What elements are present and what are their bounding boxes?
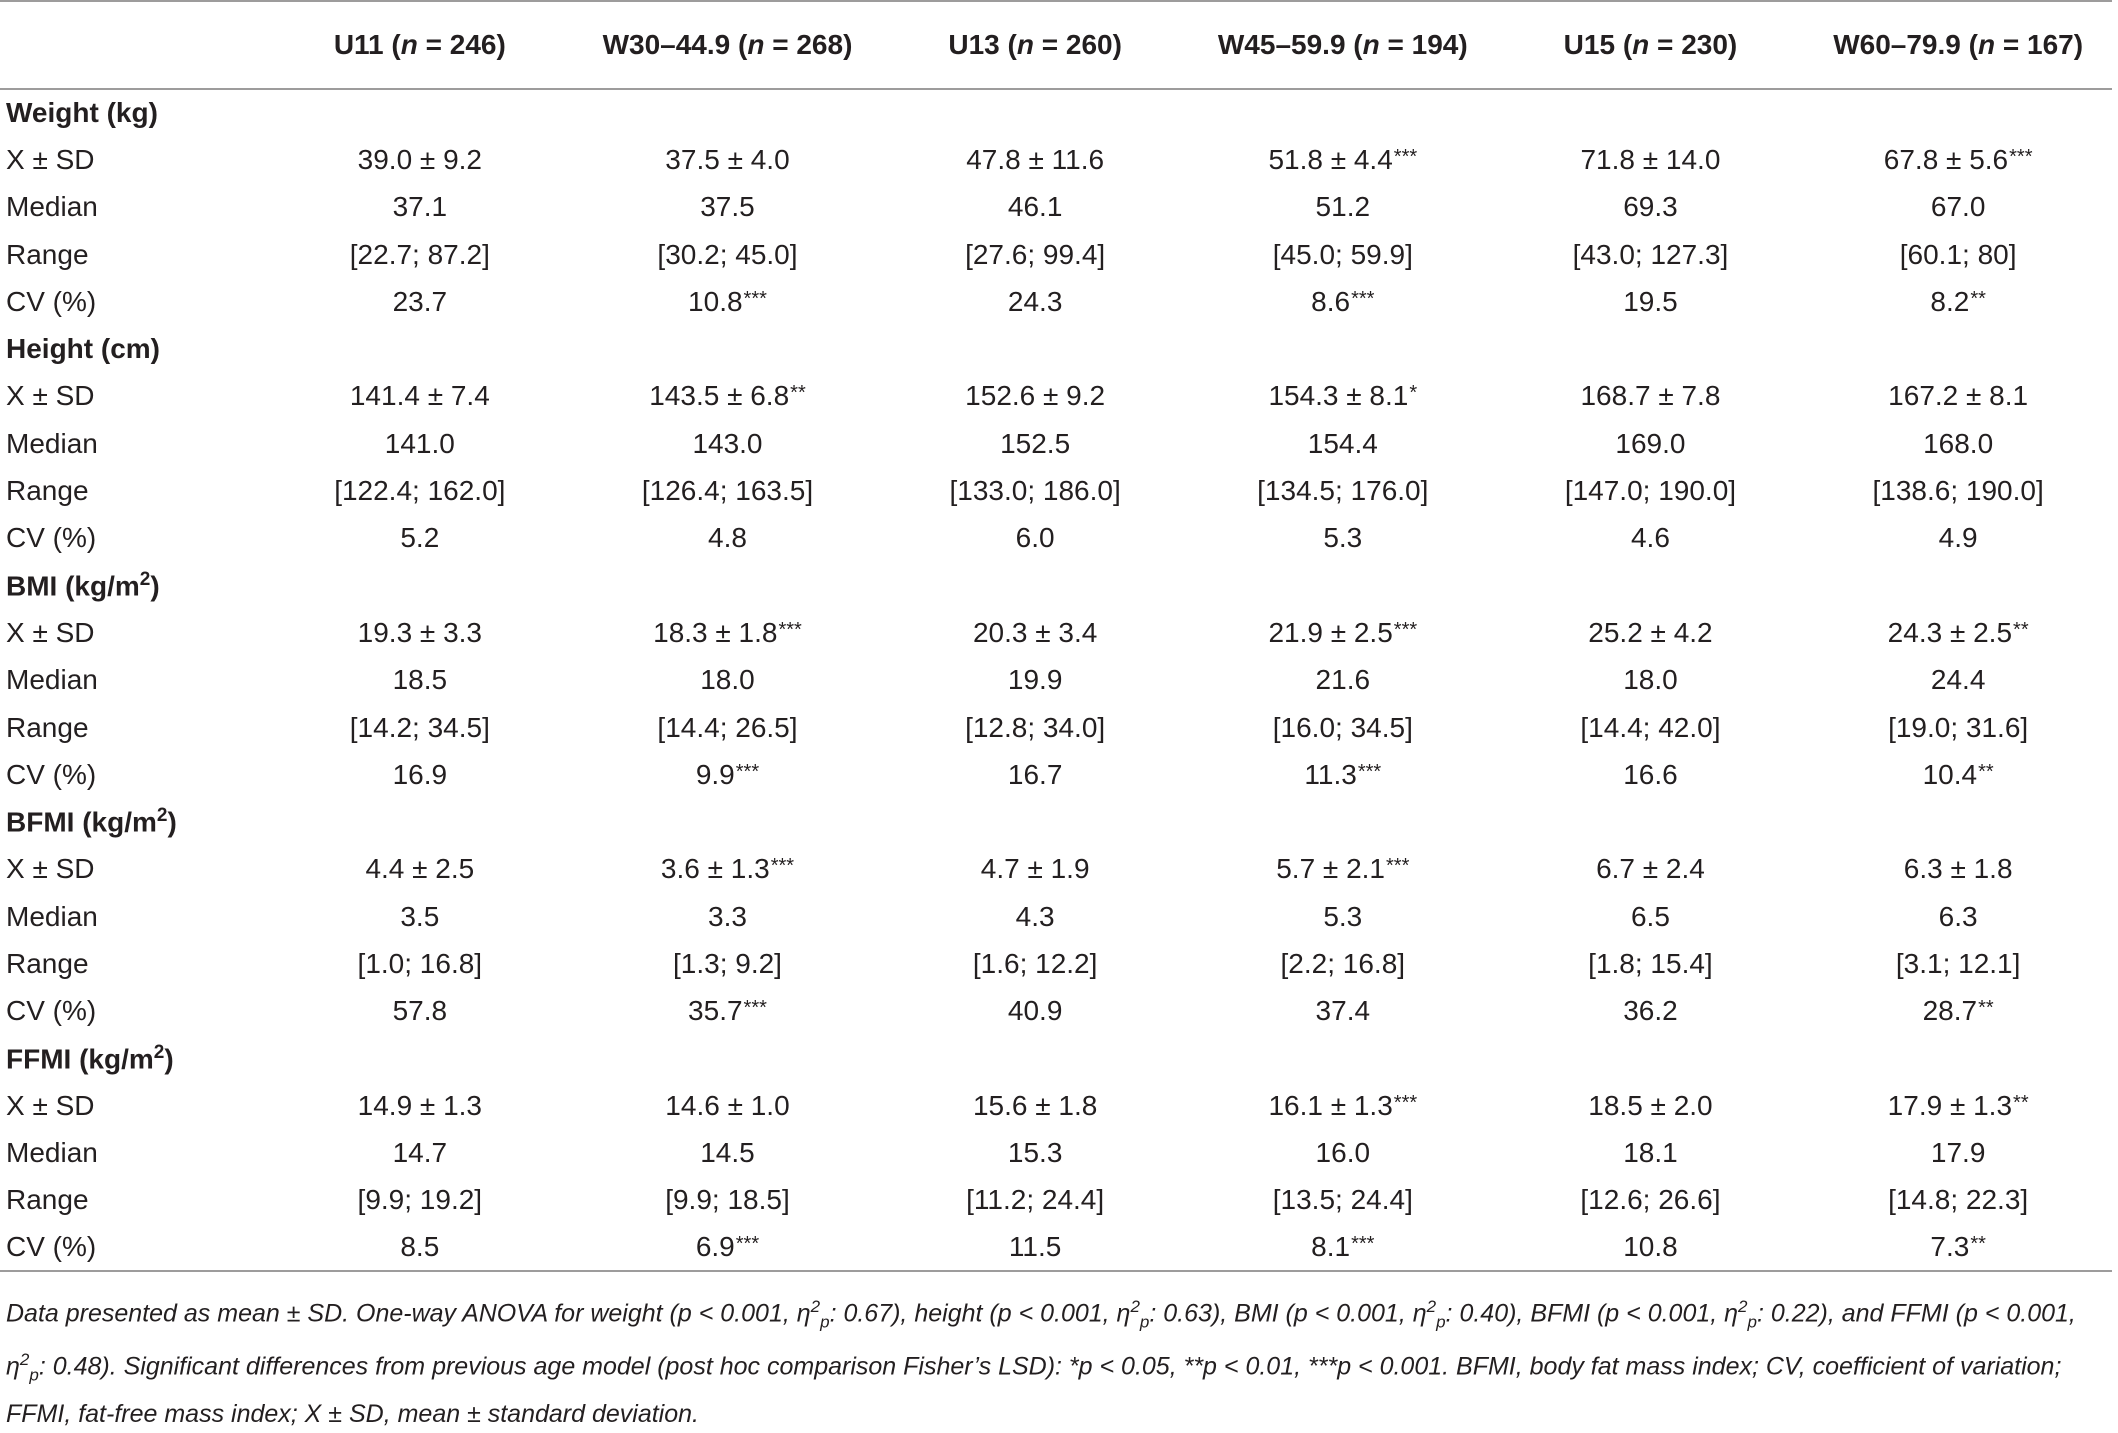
table-cell: [43.0; 127.3] (1572, 238, 1729, 270)
table-cell: [16.0; 34.5] (1272, 711, 1413, 743)
table-cell: 18.5 ± 2.0 (1588, 1089, 1713, 1121)
significance-marker: ** (1970, 1233, 1986, 1256)
section-title: BMI $(kg/m^2)$ (6, 568, 160, 602)
significance-marker: *** (1351, 287, 1375, 310)
table-cell: 17.9 (1930, 1137, 1986, 1169)
table-cell: 4.3 (1015, 900, 1055, 932)
table-cell: 168.0 (1923, 427, 1994, 459)
table-cell: 8.6*** (1311, 285, 1375, 317)
table-header-row (0, 1, 2112, 89)
table-cell: 6.3 ± 1.8 (1903, 853, 2013, 885)
significance-marker: ** (1978, 997, 1994, 1020)
row-label: X ± SD (6, 380, 95, 412)
table-cell: 51.2 (1315, 191, 1371, 223)
column-header: U15 (n = 230) (1497, 1, 1805, 89)
table-cell: [1.3; 9.2] (673, 947, 782, 979)
significance-marker: * (1409, 382, 1418, 405)
table-cell: 67.0 (1930, 191, 1986, 223)
table-row (0, 940, 2112, 987)
table-row (0, 184, 2112, 231)
table-cell: 19.3 ± 3.3 (357, 616, 482, 648)
table-cell: 35.7*** (688, 995, 767, 1027)
significance-marker: *** (743, 997, 767, 1020)
table-cell: [1.0; 16.8] (357, 947, 483, 979)
table-cell: 168.7 ± 7.8 (1580, 380, 1721, 412)
table-cell: [3.1; 12.1] (1895, 947, 2021, 979)
table-cell: 15.6 ± 1.8 (972, 1089, 1098, 1121)
row-label: CV (%) (6, 758, 97, 790)
table-cell: [147.0; 190.0] (1564, 475, 1737, 507)
table-cell: [45.0; 59.9] (1272, 238, 1413, 270)
section-title: Height (cm) (6, 333, 160, 365)
section-title: FFMI $(kg/m^2)$ (6, 1041, 174, 1075)
header-corner-cell (0, 1, 266, 89)
table-cell: 39.0 ± 9.2 (357, 143, 482, 175)
table-cell: 6.5 (1630, 900, 1670, 932)
table-cell: 3.5 (400, 900, 440, 932)
table-cell: 6.3 (1938, 900, 1978, 932)
significance-marker: ** (790, 382, 806, 405)
table-cell: [1.8; 15.4] (1588, 947, 1713, 979)
table-cell: 143.0 (692, 427, 763, 459)
table-cell: 8.5 (266, 1224, 574, 1271)
table-cell: [19.0; 31.6] (1888, 711, 2029, 743)
table-row (0, 373, 2112, 420)
table-row (0, 231, 2112, 278)
significance-marker: ** (1970, 287, 1986, 310)
table-cell: 23.7 (392, 285, 448, 317)
column-header: U13 (n = 260) (881, 1, 1189, 89)
table-cell: [11.2; 24.4] (966, 1184, 1105, 1216)
significance-marker: *** (1393, 1091, 1418, 1114)
table-cell: 5.7 ± 2.1*** (1276, 853, 1410, 885)
table-cell: [134.5; 176.0] (1257, 475, 1429, 507)
table-row (0, 1130, 2112, 1177)
table-cell: 28.7** (1922, 995, 1994, 1027)
table-cell: 5.3 (1323, 522, 1363, 554)
table-cell: 7.3** (1804, 1224, 2112, 1271)
section-title: BFMI $(kg/m^2)$ (6, 805, 177, 838)
table-cell: 167.2 ± 8.1 (1888, 380, 2029, 412)
table-row (0, 278, 2112, 325)
table-row (0, 515, 2112, 562)
table-cell: 40.9 (1007, 995, 1063, 1027)
table-row (0, 609, 2112, 656)
table-cell: 24.4 (1930, 664, 1986, 696)
table-cell: 16.1 ± 1.3*** (1268, 1089, 1418, 1121)
table-row (0, 846, 2112, 893)
table-cell: [2.2; 16.8] (1280, 947, 1406, 979)
table-cell: 36.2 (1623, 995, 1678, 1027)
table-cell: 37.5 ± 4.0 (665, 143, 790, 175)
table-cell: 154.4 (1307, 427, 1378, 459)
row-label: CV (%) (6, 995, 97, 1027)
row-label: Range (6, 238, 89, 270)
table-cell: 5.3 (1323, 900, 1363, 932)
table-cell: 20.3 ± 3.4 (972, 616, 1098, 648)
table-cell: 10.8*** (688, 285, 767, 317)
table-cell: 4.9 (1938, 522, 1978, 554)
table-cell: [14.8; 22.3] (1888, 1184, 2029, 1216)
table-cell: 141.4 ± 7.4 (349, 380, 490, 412)
table-cell: 14.7 (392, 1137, 448, 1169)
table-cell: 154.3 ± 8.1* (1268, 380, 1418, 412)
significance-marker: *** (1393, 145, 1418, 168)
table-cell: [12.6; 26.6] (1580, 1184, 1721, 1216)
table-cell: 4.7 ± 1.9 (980, 853, 1090, 885)
table-cell: 16.0 (1315, 1137, 1371, 1169)
table-cell: 8.2** (1930, 285, 1986, 317)
section-title: Weight (kg) (6, 97, 158, 129)
table-cell: 67.8 ± 5.6*** (1883, 143, 2033, 175)
table-row (0, 420, 2112, 467)
table-cell: [126.4; 163.5] (641, 475, 814, 507)
row-label: CV (%) (6, 285, 97, 317)
table-cell: 11.5 (881, 1224, 1189, 1271)
row-label: Median (6, 1137, 98, 1169)
table-cell: 18.5 (392, 664, 448, 696)
table-cell: 14.9 ± 1.3 (357, 1089, 482, 1121)
table-cell: 16.9 (392, 758, 448, 790)
table-cell: 10.4** (1922, 758, 1994, 790)
significance-marker: ** (2013, 1091, 2029, 1114)
table-cell: 37.5 (700, 191, 755, 223)
table-cell: 152.6 ± 9.2 (965, 380, 1106, 412)
table-cell: 4.6 (1630, 522, 1670, 554)
table-cell: [14.4; 42.0] (1580, 711, 1721, 743)
table-footnote: Data presented as mean ± SD. One-way ANOVA for weight (p < 0.001, $\eta^2_p$: 0.67), height (p < 0.001, $\eta^2_p$: 0.63), BMI (p < 0.001, $\eta^2_p$: 0.40), BFMI (p < 0.001, $\eta^2_p$: 0.22), and FFMI (p < 0.001, $\eta^2_p$: 0.48). Significant differences from previous age model (post hoc comparison Fisher’s LSD): *p < 0.05, **p < 0.01, ***p < 0.001. BFMI, body fat mass index; CV, coefficient of variation; FFMI, fat-free mass index; X ± SD, mean ± standard deviation. (6, 1297, 2076, 1428)
section-header-row (0, 325, 2112, 372)
table-cell: [133.0; 186.0] (949, 475, 1121, 507)
table-cell: 169.0 (1615, 427, 1686, 459)
table-cell: 14.6 ± 1.0 (665, 1089, 790, 1121)
significance-marker: *** (770, 855, 795, 878)
table-cell: 37.4 (1315, 995, 1371, 1027)
significance-marker: *** (735, 760, 760, 783)
table-cell: 18.3 ± 1.8*** (653, 616, 802, 648)
significance-marker: *** (743, 287, 767, 310)
section-header-row (0, 798, 2112, 845)
row-label: Median (6, 191, 98, 223)
table-cell: 141.0 (384, 427, 455, 459)
significance-marker: *** (1393, 618, 1418, 641)
table-cell: 6.9*** (574, 1224, 882, 1271)
table-cell: [9.9; 19.2] (357, 1184, 483, 1216)
table-cell: [14.2; 34.5] (349, 711, 490, 743)
table-cell: 21.9 ± 2.5*** (1268, 616, 1418, 648)
table-row (0, 893, 2112, 940)
table-cell: 18.0 (1623, 664, 1678, 696)
row-label: Median (6, 664, 98, 696)
table-row (0, 136, 2112, 183)
table-row (0, 988, 2112, 1035)
table-cell: 71.8 ± 14.0 (1580, 143, 1721, 175)
table-cell: 24.3 ± 2.5** (1887, 616, 2029, 648)
table-row (0, 1082, 2112, 1129)
significance-marker: *** (1357, 760, 1382, 783)
column-header: U11 (n = 246) (266, 1, 574, 89)
column-header: W30–44.9 (n = 268) (574, 1, 882, 89)
table-cell: [13.5; 24.4] (1272, 1184, 1413, 1216)
row-label: CV (%) (6, 522, 97, 554)
significance-marker: *** (2009, 145, 2033, 168)
table-cell: 10.8 (1497, 1224, 1805, 1271)
section-header-row (0, 1035, 2112, 1082)
significance-marker: *** (778, 618, 802, 641)
table-cell: 152.5 (1000, 427, 1071, 459)
table-cell: [122.4; 162.0] (334, 475, 506, 507)
column-header: W45–59.9 (n = 194) (1189, 1, 1497, 89)
table-cell: [22.7; 87.2] (349, 238, 490, 270)
table-cell: 47.8 ± 11.6 (966, 143, 1105, 175)
significance-marker: ** (2013, 618, 2029, 641)
significance-marker: *** (1386, 855, 1410, 878)
table-cell: 17.9 ± 1.3** (1887, 1089, 2029, 1121)
table-cell: 18.0 (700, 664, 755, 696)
row-label: Range (6, 475, 89, 507)
table-cell: 9.9*** (695, 758, 760, 790)
table-cell: 69.3 (1623, 191, 1678, 223)
table-cell: 16.7 (1007, 758, 1063, 790)
table-cell: [138.6; 190.0] (1872, 475, 2044, 507)
table-cell: 5.2 (400, 522, 440, 554)
table-cell: 11.3*** (1304, 758, 1382, 790)
significance-marker: *** (735, 1233, 760, 1256)
table-cell: 16.6 (1623, 758, 1678, 790)
table-cell: 3.3 (708, 900, 747, 932)
column-header: W60–79.9 (n = 167) (1804, 1, 2112, 89)
table-cell: 4.4 ± 2.5 (365, 853, 475, 885)
table-cell: 6.7 ± 2.4 (1596, 853, 1705, 885)
row-label: Median (6, 900, 98, 932)
table-row (0, 751, 2112, 798)
table-cell: 25.2 ± 4.2 (1588, 616, 1713, 648)
table-row (0, 657, 2112, 704)
table-cell: [14.4; 26.5] (657, 711, 798, 743)
table-cell: 24.3 (1007, 285, 1063, 317)
section-header-row (0, 562, 2112, 609)
table-cell: 21.6 (1315, 664, 1371, 696)
table-cell: [1.6; 12.2] (972, 947, 1098, 979)
row-label: Range (6, 711, 89, 743)
row-label: X ± SD (6, 853, 95, 885)
table-cell: 19.5 (1623, 285, 1678, 317)
row-label: X ± SD (6, 616, 95, 648)
section-header-row (0, 89, 2112, 136)
row-label: X ± SD (6, 143, 95, 175)
table-cell: 18.1 (1623, 1137, 1678, 1169)
row-label: X ± SD (6, 1089, 95, 1121)
row-label: Median (6, 427, 98, 459)
table-cell: 6.0 (1015, 522, 1055, 554)
table-cell: 37.1 (392, 191, 448, 223)
table-cell: [9.9; 18.5] (665, 1184, 790, 1216)
table-cell: 3.6 ± 1.3*** (660, 853, 795, 885)
table-cell: 14.5 (700, 1137, 755, 1169)
significance-marker: *** (1351, 1233, 1375, 1256)
table-row (0, 704, 2112, 751)
row-label: Range (6, 947, 89, 979)
table-cell: [27.6; 99.4] (965, 238, 1106, 270)
table-cell: 57.8 (392, 995, 448, 1027)
table-row (0, 467, 2112, 514)
table-row (0, 1177, 2112, 1224)
table-cell: 51.8 ± 4.4*** (1268, 143, 1418, 175)
row-label: Range (6, 1184, 89, 1216)
table-cell: 8.1*** (1189, 1224, 1497, 1271)
table-cell: 15.3 (1007, 1137, 1063, 1169)
table-body (0, 89, 2112, 1271)
table-row (0, 1224, 2112, 1271)
significance-marker: ** (1978, 760, 1994, 783)
table-cell: 143.5 ± 6.8** (649, 380, 806, 412)
table-cell: [30.2; 45.0] (657, 238, 798, 270)
table-cell: [12.8; 34.0] (965, 711, 1106, 743)
table-cell: [60.1; 80] (1899, 238, 2017, 270)
table-cell: 19.9 (1007, 664, 1063, 696)
table-cell: 46.1 (1007, 191, 1063, 223)
table-cell: 4.8 (708, 522, 747, 554)
row-label: CV (%) (0, 1224, 266, 1271)
